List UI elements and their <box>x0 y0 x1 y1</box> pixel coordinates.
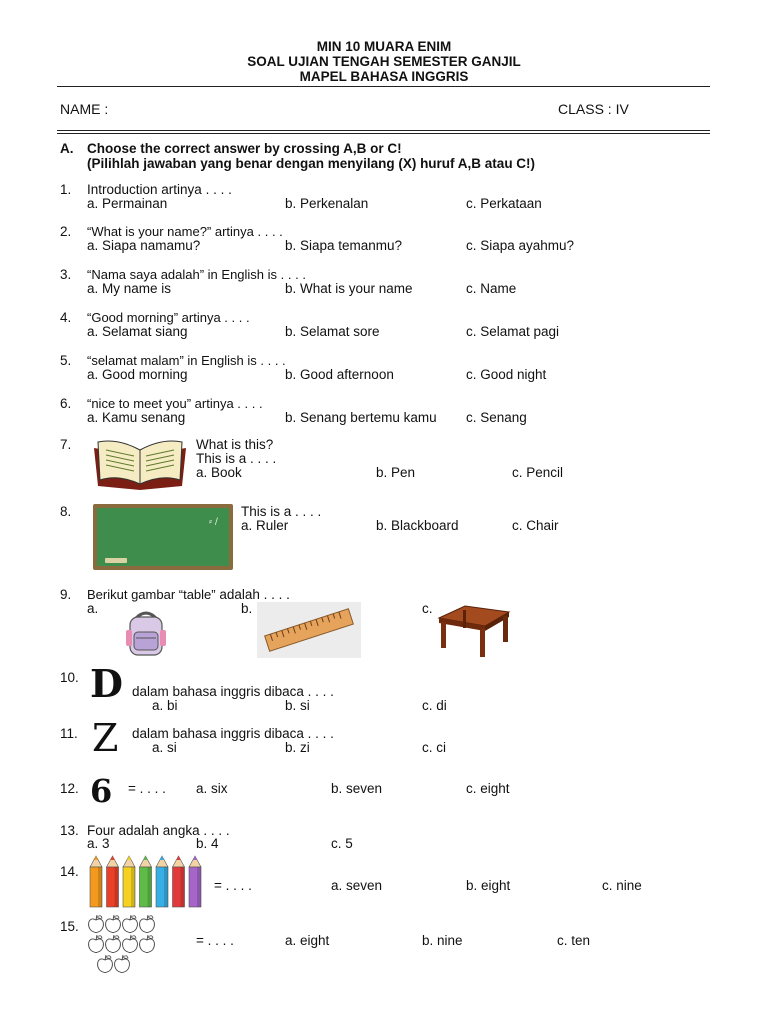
option-a[interactable]: a. Book <box>196 465 242 480</box>
option-c[interactable]: c. 5 <box>331 836 353 851</box>
apple-icon <box>140 935 155 953</box>
class-label: CLASS : IV <box>558 101 629 117</box>
apple-icon <box>123 915 138 933</box>
question-text: Four adalah angka . . . . <box>87 823 230 838</box>
question-number: 15. <box>60 919 79 934</box>
header-rule <box>57 86 710 87</box>
pencil-icon <box>156 856 168 907</box>
option-c[interactable]: c. Good night <box>466 367 547 382</box>
apple-icon <box>106 935 121 953</box>
question-prompt: This is a . . . . <box>196 451 277 466</box>
option-b[interactable]: b. Selamat sore <box>285 324 380 339</box>
option-a[interactable]: a. eight <box>285 933 330 948</box>
name-rule-bottom <box>57 133 710 134</box>
question-text: “selamat malam” in English is . . . . <box>87 353 286 368</box>
number-six-glyph: 6 <box>90 772 113 810</box>
question-number: 1. <box>60 182 72 197</box>
book-image <box>90 436 190 492</box>
question-number: 11. <box>60 726 78 741</box>
question-number: 4. <box>60 310 72 325</box>
section-instruction-id: (Pilihlah jawaban yang benar dengan menyilang (X) huruf A,B atau C!) <box>87 156 536 171</box>
chalk-scribble: ⸗ ∕ <box>209 517 218 527</box>
ruler-image-frame <box>257 602 361 658</box>
option-c[interactable]: c. di <box>422 698 447 713</box>
apple-icon <box>89 915 104 933</box>
pencils-image <box>88 855 206 909</box>
question-prompt: This is a . . . . <box>241 504 322 519</box>
option-c[interactable]: c. ci <box>422 740 447 755</box>
apple-icon <box>98 955 113 973</box>
option-c[interactable]: c. Chair <box>512 518 559 533</box>
option-b[interactable]: b. seven <box>331 781 383 796</box>
question-text: “What is your name?” artinya . . . . <box>87 224 283 239</box>
question-text: Introduction artinya . . . . <box>87 182 232 197</box>
letter-d-glyph: D <box>90 661 123 706</box>
option-a[interactable]: a. <box>87 601 99 616</box>
eraser <box>105 558 127 563</box>
equals-prompt: = . . . . <box>196 933 234 948</box>
ruler-image <box>257 602 361 658</box>
question-text: dalam bahasa inggris dibaca . . . . <box>132 726 334 741</box>
option-c[interactable]: c. <box>422 601 433 616</box>
option-c[interactable]: c. eight <box>466 781 510 796</box>
apple-icon <box>140 915 155 933</box>
school-name: MIN 10 MUARA ENIM <box>316 39 452 54</box>
name-rule-top <box>57 130 710 131</box>
apple-icon <box>89 935 104 953</box>
question-number: 2. <box>60 224 72 239</box>
option-a[interactable]: a. Good morning <box>87 367 188 382</box>
question-number: 6. <box>60 396 72 411</box>
question-text-pre: Berikut gambar “table” <box>87 587 216 602</box>
option-b[interactable]: b. Perkenalan <box>285 196 369 211</box>
blackboard-image <box>93 504 233 570</box>
equals-prompt: = . . . . <box>214 878 252 893</box>
option-b[interactable]: b. nine <box>422 933 463 948</box>
option-a[interactable]: a. si <box>152 740 177 755</box>
equals-prompt: = . . . . <box>128 781 166 796</box>
option-c[interactable]: c. Siapa ayahmu? <box>466 238 575 253</box>
question-text: “nice to meet you” artinya . . . . <box>87 396 263 411</box>
option-c[interactable]: c. Pencil <box>512 465 564 480</box>
question-number: 3. <box>60 267 72 282</box>
apple-icon <box>106 915 121 933</box>
subject-title: MAPEL BAHASA INGGRIS <box>299 69 469 84</box>
pencil-icon <box>107 856 119 907</box>
option-a[interactable]: a. Kamu senang <box>87 410 186 425</box>
option-a[interactable]: a. seven <box>331 878 383 893</box>
letter-z-glyph: Z <box>92 716 119 760</box>
question-number: 12. <box>60 781 79 796</box>
option-a[interactable]: a. Permainan <box>87 196 168 211</box>
pencil-icon <box>90 856 102 907</box>
option-b[interactable]: b. <box>241 601 253 616</box>
option-a[interactable]: a. Siapa namamu? <box>87 238 201 253</box>
question-number: 13. <box>60 823 79 838</box>
question-text: “Nama saya adalah” in English is . . . . <box>87 267 306 282</box>
option-c[interactable]: c. Selamat pagi <box>466 324 560 339</box>
question-text: dalam bahasa inggris dibaca . . . . <box>132 684 334 699</box>
option-b[interactable]: b. Senang bertemu kamu <box>285 410 437 425</box>
option-c[interactable]: c. nine <box>602 878 642 893</box>
option-a[interactable]: a. Selamat siang <box>87 324 188 339</box>
pencil-icon <box>123 856 135 907</box>
name-label: NAME : <box>60 101 109 117</box>
option-b[interactable]: b. Good afternoon <box>285 367 394 382</box>
option-b[interactable]: b. What is your name <box>285 281 413 296</box>
option-a[interactable]: a. 3 <box>87 836 110 851</box>
question-number: 9. <box>60 587 72 602</box>
question-text: What is this? <box>196 437 274 452</box>
question-number: 8. <box>60 504 72 519</box>
question-number: 14. <box>60 864 79 879</box>
pencil-icon <box>189 856 201 907</box>
table-image <box>437 604 511 658</box>
question-number: 5. <box>60 353 72 368</box>
option-b[interactable]: b. si <box>285 698 310 713</box>
option-b[interactable]: b. Blackboard <box>376 518 459 533</box>
pencil-icon <box>140 856 152 907</box>
option-c[interactable]: c. Senang <box>466 410 527 425</box>
option-b[interactable]: b. eight <box>466 878 511 893</box>
option-c[interactable]: c. Perkataan <box>466 196 542 211</box>
question-number: 7. <box>60 437 72 452</box>
option-b[interactable]: b. zi <box>285 740 310 755</box>
apple-icon <box>115 955 130 973</box>
option-c[interactable]: c. Name <box>466 281 517 296</box>
question-text <box>87 587 290 602</box>
pencil-icon <box>173 856 185 907</box>
option-b[interactable]: b. 4 <box>196 836 219 851</box>
option-b[interactable]: b. Siapa temanmu? <box>285 238 403 253</box>
option-a[interactable]: a. six <box>196 781 228 796</box>
backpack-image <box>122 608 170 658</box>
apples-image <box>87 912 161 974</box>
option-c[interactable]: c. ten <box>557 933 591 948</box>
question-text-post: adalah . . . . <box>215 587 290 602</box>
apple-icon <box>123 935 138 953</box>
section-letter: A. <box>60 141 74 156</box>
option-a[interactable]: a. My name is <box>87 281 172 296</box>
option-b[interactable]: b. Pen <box>376 465 416 480</box>
section-instruction: Choose the correct answer by crossing A,B or C! <box>87 141 402 156</box>
question-number: 10. <box>60 670 79 685</box>
question-text: “Good morning” artinya . . . . <box>87 310 250 325</box>
exam-title: SOAL UJIAN TENGAH SEMESTER GANJIL <box>247 54 521 69</box>
option-a[interactable]: a. bi <box>152 698 178 713</box>
blackboard-surface <box>97 508 229 566</box>
option-a[interactable]: a. Ruler <box>241 518 289 533</box>
